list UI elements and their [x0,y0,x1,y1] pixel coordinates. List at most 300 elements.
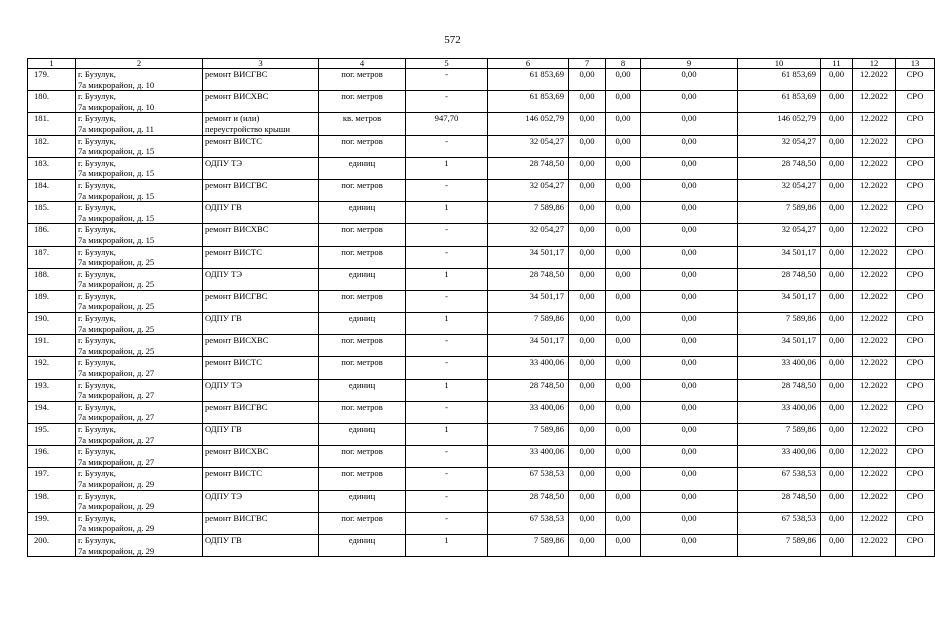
address-cell [76,512,203,534]
work-type-cell [203,268,319,290]
address-line-city: г. Бузулук, [78,202,116,213]
date-cell: 12.2022 [853,401,896,423]
work-type-line: ОДПУ ТЭ [205,268,243,279]
address-line-house: 7а микрорайон, д. 29 [78,545,155,556]
cost-col9-cell: 0,00 [641,379,738,401]
total-cost-cell: 28 748,50 [488,157,569,179]
table-row [28,268,935,290]
address-line-house: 7а микрорайон, д. 29 [78,478,155,489]
cost-col10-cell: 28 748,50 [738,157,821,179]
cost-col9-cell: 0,00 [641,246,738,268]
row-number: 183. [28,157,76,179]
cost-col11-cell: 0,00 [821,135,853,157]
source-cell: СРО [896,224,935,246]
address-line-house: 7а микрорайон, д. 15 [78,146,155,157]
cost-col8-cell: 0,00 [606,490,641,512]
cost-col11-cell: 0,00 [821,202,853,224]
address-cell [76,290,203,312]
address-line-house: 7а микрорайон, д. 11 [78,123,154,134]
table-row [28,446,935,468]
cost-col10-cell: 32 054,27 [738,179,821,201]
cost-col9-cell: 0,00 [641,468,738,490]
cost-col11-cell: 0,00 [821,69,853,91]
cost-col7-cell: 0,00 [569,179,606,201]
source-cell: СРО [896,179,935,201]
quantity-cell: - [406,246,488,268]
cost-col10-cell: 28 748,50 [738,379,821,401]
address-line-house: 7а микрорайон, д. 27 [78,390,155,401]
cost-col7-cell: 0,00 [569,446,606,468]
cost-col8-cell: 0,00 [606,135,641,157]
address-cell [76,357,203,379]
date-cell: 12.2022 [853,202,896,224]
address-line-house: 7а микрорайон, д. 15 [78,234,155,245]
cost-col11-cell: 0,00 [821,468,853,490]
date-cell: 12.2022 [853,357,896,379]
address-cell [76,313,203,335]
header-cell: 9 [641,59,738,69]
cost-col9-cell: 0,00 [641,335,738,357]
address-line-city: г. Бузулук, [78,69,116,79]
source-cell: СРО [896,157,935,179]
table-row [28,313,935,335]
row-number: 198. [28,490,76,512]
work-type-cell [203,290,319,312]
source-cell: СРО [896,268,935,290]
row-number: 180. [28,91,76,113]
source-cell: СРО [896,490,935,512]
cost-col7-cell: 0,00 [569,424,606,446]
source-cell: СРО [896,246,935,268]
address-cell [76,379,203,401]
date-cell: 12.2022 [853,313,896,335]
table-row [28,335,935,357]
row-number: 194. [28,401,76,423]
cost-col7-cell: 0,00 [569,335,606,357]
cost-col9-cell: 0,00 [641,512,738,534]
cost-col8-cell: 0,00 [606,512,641,534]
address-line-house: 7а микрорайон, д. 15 [78,190,155,201]
cost-col9-cell: 0,00 [641,313,738,335]
table-row [28,357,935,379]
work-type-cell [203,335,319,357]
quantity-cell: - [406,91,488,113]
cost-col9-cell: 0,00 [641,135,738,157]
source-cell: СРО [896,379,935,401]
cost-col11-cell: 0,00 [821,157,853,179]
address-line-city: г. Бузулук, [78,446,116,457]
table-row [28,135,935,157]
cost-col9-cell: 0,00 [641,69,738,91]
cost-col8-cell: 0,00 [606,290,641,312]
table-row [28,468,935,490]
address-line-city: г. Бузулук, [78,224,116,235]
cost-col8-cell: 0,00 [606,113,641,135]
quantity-cell: 1 [406,424,488,446]
header-cell: 7 [569,59,606,69]
date-cell: 12.2022 [853,290,896,312]
address-line-house: 7а микрорайон, д. 25 [78,301,155,312]
cost-col7-cell: 0,00 [569,534,606,556]
source-cell: СРО [896,401,935,423]
address-line-city: г. Бузулук, [78,157,116,168]
date-cell: 12.2022 [853,446,896,468]
unit-cell: единиц [319,379,406,401]
total-cost-cell: 28 748,50 [488,379,569,401]
cost-col11-cell: 0,00 [821,534,853,556]
cost-col10-cell: 7 589,86 [738,313,821,335]
address-cell [76,246,203,268]
source-cell: СРО [896,424,935,446]
address-cell [76,113,203,135]
cost-col10-cell: 61 853,69 [738,91,821,113]
address-cell [76,490,203,512]
quantity-cell: - [406,468,488,490]
work-type-cell [203,424,319,446]
cost-col10-cell: 34 501,17 [738,290,821,312]
quantity-cell: - [406,490,488,512]
cost-col7-cell: 0,00 [569,157,606,179]
source-cell: СРО [896,512,935,534]
date-cell: 12.2022 [853,69,896,91]
address-line-city: г. Бузулук, [78,268,116,279]
cost-col7-cell: 0,00 [569,490,606,512]
quantity-cell: - [406,335,488,357]
total-cost-cell: 32 054,27 [488,224,569,246]
work-type-line: ремонт ВИСТС [205,246,263,257]
work-type-line: ремонт ВИСГВС [205,290,268,301]
quantity-cell: - [406,135,488,157]
cost-col10-cell: 32 054,27 [738,135,821,157]
address-line-city: г. Бузулук, [78,179,116,190]
cost-col7-cell: 0,00 [569,91,606,113]
work-type-line: ремонт ВИСХВС [205,335,269,346]
quantity-cell: 1 [406,534,488,556]
address-line-city: г. Бузулук, [78,91,116,102]
cost-col8-cell: 0,00 [606,424,641,446]
cost-col9-cell: 0,00 [641,202,738,224]
cost-col8-cell: 0,00 [606,468,641,490]
cost-col10-cell: 67 538,53 [738,512,821,534]
address-line-city: г. Бузулук, [78,468,116,479]
unit-cell: пог. метров [319,224,406,246]
cost-col11-cell: 0,00 [821,290,853,312]
quantity-cell: 1 [406,157,488,179]
cost-col8-cell: 0,00 [606,179,641,201]
address-cell [76,135,203,157]
unit-cell: пог. метров [319,468,406,490]
cost-col10-cell: 32 054,27 [738,224,821,246]
cost-col8-cell: 0,00 [606,357,641,379]
work-type-line: ремонт ВИСТС [205,357,263,368]
row-number: 190. [28,313,76,335]
cost-col7-cell: 0,00 [569,468,606,490]
source-cell: СРО [896,313,935,335]
total-cost-cell: 33 400,06 [488,357,569,379]
address-line-house: 7а микрорайон, д. 15 [78,212,155,223]
cost-col11-cell: 0,00 [821,512,853,534]
cost-col7-cell: 0,00 [569,401,606,423]
cost-col11-cell: 0,00 [821,179,853,201]
quantity-cell: - [406,446,488,468]
table-row [28,157,935,179]
cost-col8-cell: 0,00 [606,268,641,290]
work-type-line: ремонт ВИСГВС [205,512,268,523]
table-row [28,179,935,201]
cost-col11-cell: 0,00 [821,224,853,246]
total-cost-cell: 146 052,79 [488,113,569,135]
unit-cell: единиц [319,268,406,290]
work-type-line: ОДПУ ГВ [205,313,242,324]
total-cost-cell: 34 501,17 [488,290,569,312]
header-row [28,59,935,69]
quantity-cell: - [406,224,488,246]
quantity-cell: - [406,179,488,201]
cost-col10-cell: 33 400,06 [738,357,821,379]
source-cell: СРО [896,335,935,357]
address-cell [76,534,203,556]
unit-cell: пог. метров [319,246,406,268]
cost-col8-cell: 0,00 [606,534,641,556]
address-cell [76,157,203,179]
cost-col10-cell: 33 400,06 [738,446,821,468]
unit-cell: единиц [319,534,406,556]
table-row [28,534,935,556]
work-type-cell [203,224,319,246]
quantity-cell: - [406,290,488,312]
cost-col8-cell: 0,00 [606,202,641,224]
address-line-house: 7а микрорайон, д. 25 [78,345,155,356]
cost-col9-cell: 0,00 [641,446,738,468]
cost-col8-cell: 0,00 [606,246,641,268]
cost-col11-cell: 0,00 [821,357,853,379]
quantity-cell: - [406,512,488,534]
header-cell: 3 [203,59,319,69]
table-row [28,91,935,113]
address-line-city: г. Бузулук, [78,313,116,324]
cost-col9-cell: 0,00 [641,357,738,379]
address-cell [76,202,203,224]
date-cell: 12.2022 [853,135,896,157]
total-cost-cell: 67 538,53 [488,468,569,490]
work-type-line: ремонт ВИСХВС [205,446,269,457]
unit-cell: кв. метров [319,113,406,135]
work-type-line: ОДПУ ГВ [205,424,242,434]
cost-col11-cell: 0,00 [821,446,853,468]
date-cell: 12.2022 [853,179,896,201]
work-type-cell [203,446,319,468]
work-type-line: ремонт ВИСГВС [205,401,268,412]
date-cell: 12.2022 [853,490,896,512]
address-line-house: 7а микрорайон, д. 27 [78,412,155,423]
cost-col8-cell: 0,00 [606,379,641,401]
table-row [28,202,935,224]
header-cell: 4 [319,59,406,69]
work-type-line: ремонт и (или) [205,113,260,124]
table-row [28,224,935,246]
header-cell: 5 [406,59,488,69]
work-type-cell [203,468,319,490]
date-cell: 12.2022 [853,534,896,556]
work-type-line: ремонт ВИСГВС [205,179,268,190]
cost-col8-cell: 0,00 [606,91,641,113]
row-number: 182. [28,135,76,157]
work-type-line: ОДПУ ГВ [205,534,242,545]
address-line-city: г. Бузулук, [78,534,116,545]
address-line-house: 7а микрорайон, д. 27 [78,368,155,379]
date-cell: 12.2022 [853,424,896,446]
unit-cell: единиц [319,424,406,446]
cost-col10-cell: 7 589,86 [738,534,821,556]
total-cost-cell: 7 589,86 [488,313,569,335]
table-row [28,401,935,423]
row-number: 199. [28,512,76,534]
address-cell [76,468,203,490]
cost-col9-cell: 0,00 [641,91,738,113]
date-cell: 12.2022 [853,157,896,179]
row-number: 197. [28,468,76,490]
table-body [28,69,935,557]
cost-col10-cell: 28 748,50 [738,268,821,290]
cost-col10-cell: 146 052,79 [738,113,821,135]
unit-cell: пог. метров [319,179,406,201]
work-type-line-2: переустройство крыши [205,123,290,134]
cost-col7-cell: 0,00 [569,113,606,135]
cost-col9-cell: 0,00 [641,290,738,312]
date-cell: 12.2022 [853,335,896,357]
cost-col7-cell: 0,00 [569,224,606,246]
total-cost-cell: 34 501,17 [488,246,569,268]
cost-col7-cell: 0,00 [569,69,606,91]
total-cost-cell: 33 400,06 [488,401,569,423]
work-type-cell [203,534,319,556]
address-line-house: 7а микрорайон, д. 25 [78,323,155,334]
cost-col9-cell: 0,00 [641,224,738,246]
cost-col7-cell: 0,00 [569,268,606,290]
work-type-line: ремонт ВИСТС [205,468,263,479]
address-line-city: г. Бузулук, [78,512,116,523]
address-line-city: г. Бузулук, [78,490,116,501]
header-cell: 10 [738,59,821,69]
cost-col10-cell: 7 589,86 [738,424,821,446]
work-type-line: ОДПУ ГВ [205,202,242,213]
total-cost-cell: 33 400,06 [488,446,569,468]
address-line-city: г. Бузулук, [78,113,116,124]
quantity-cell: 1 [406,202,488,224]
cost-col8-cell: 0,00 [606,313,641,335]
quantity-cell: 947,70 [406,113,488,135]
cost-col11-cell: 0,00 [821,268,853,290]
quantity-cell: 1 [406,313,488,335]
cost-col7-cell: 0,00 [569,512,606,534]
row-number: 184. [28,179,76,201]
unit-cell: единиц [319,202,406,224]
header-cell: 13 [896,59,935,69]
row-number: 188. [28,268,76,290]
unit-cell: пог. метров [319,357,406,379]
cost-col11-cell: 0,00 [821,335,853,357]
unit-cell: пог. метров [319,446,406,468]
address-line-house: 7а микрорайон, д. 29 [78,501,155,512]
cost-col10-cell: 7 589,86 [738,202,821,224]
date-cell: 12.2022 [853,224,896,246]
work-type-cell [203,379,319,401]
row-number: 192. [28,357,76,379]
work-type-line: ремонт ВИСТС [205,135,263,146]
cost-col8-cell: 0,00 [606,401,641,423]
cost-col11-cell: 0,00 [821,246,853,268]
cost-col9-cell: 0,00 [641,401,738,423]
cost-col10-cell: 61 853,69 [738,69,821,91]
work-type-cell [203,202,319,224]
address-cell [76,268,203,290]
work-type-cell [203,69,319,91]
row-number: 189. [28,290,76,312]
total-cost-cell: 7 589,86 [488,202,569,224]
row-number: 186. [28,224,76,246]
cost-col9-cell: 0,00 [641,424,738,446]
cost-col11-cell: 0,00 [821,91,853,113]
address-line-house: 7а микрорайон, д. 25 [78,257,155,268]
table-row [28,512,935,534]
date-cell: 12.2022 [853,91,896,113]
unit-cell: единиц [319,490,406,512]
total-cost-cell: 32 054,27 [488,135,569,157]
unit-cell: пог. метров [319,401,406,423]
row-number: 181. [28,113,76,135]
total-cost-cell: 34 501,17 [488,335,569,357]
address-line-house: 7а микрорайон, д. 15 [78,168,155,179]
quantity-cell: - [406,401,488,423]
source-cell: СРО [896,202,935,224]
address-line-city: г. Бузулук, [78,401,116,412]
row-number: 195. [28,424,76,446]
date-cell: 12.2022 [853,512,896,534]
total-cost-cell: 61 853,69 [488,69,569,91]
work-type-cell [203,246,319,268]
work-type-cell [203,91,319,113]
address-line-house: 7а микрорайон, д. 10 [78,79,155,90]
address-line-city: г. Бузулук, [78,290,116,301]
total-cost-cell: 28 748,50 [488,490,569,512]
work-type-line: ОДПУ ТЭ [205,490,243,501]
unit-cell: пог. метров [319,512,406,534]
address-line-city: г. Бузулук, [78,335,116,346]
cost-col11-cell: 0,00 [821,379,853,401]
source-cell: СРО [896,446,935,468]
header-cell: 1 [28,59,76,69]
source-cell: СРО [896,468,935,490]
address-line-city: г. Бузулук, [78,246,116,257]
cost-col11-cell: 0,00 [821,490,853,512]
header-cell: 2 [76,59,203,69]
work-type-line: ОДПУ ТЭ [205,157,243,168]
source-cell: СРО [896,290,935,312]
cost-col8-cell: 0,00 [606,446,641,468]
work-type-cell [203,135,319,157]
cost-col9-cell: 0,00 [641,534,738,556]
unit-cell: пог. метров [319,290,406,312]
address-cell [76,91,203,113]
row-number: 200. [28,534,76,556]
page-number: 572 [444,34,461,46]
row-number: 193. [28,379,76,401]
cost-col10-cell: 34 501,17 [738,246,821,268]
address-line-city: г. Бузулук, [78,379,116,390]
cost-col9-cell: 0,00 [641,113,738,135]
unit-cell: пог. метров [319,69,406,91]
address-cell [76,69,203,91]
